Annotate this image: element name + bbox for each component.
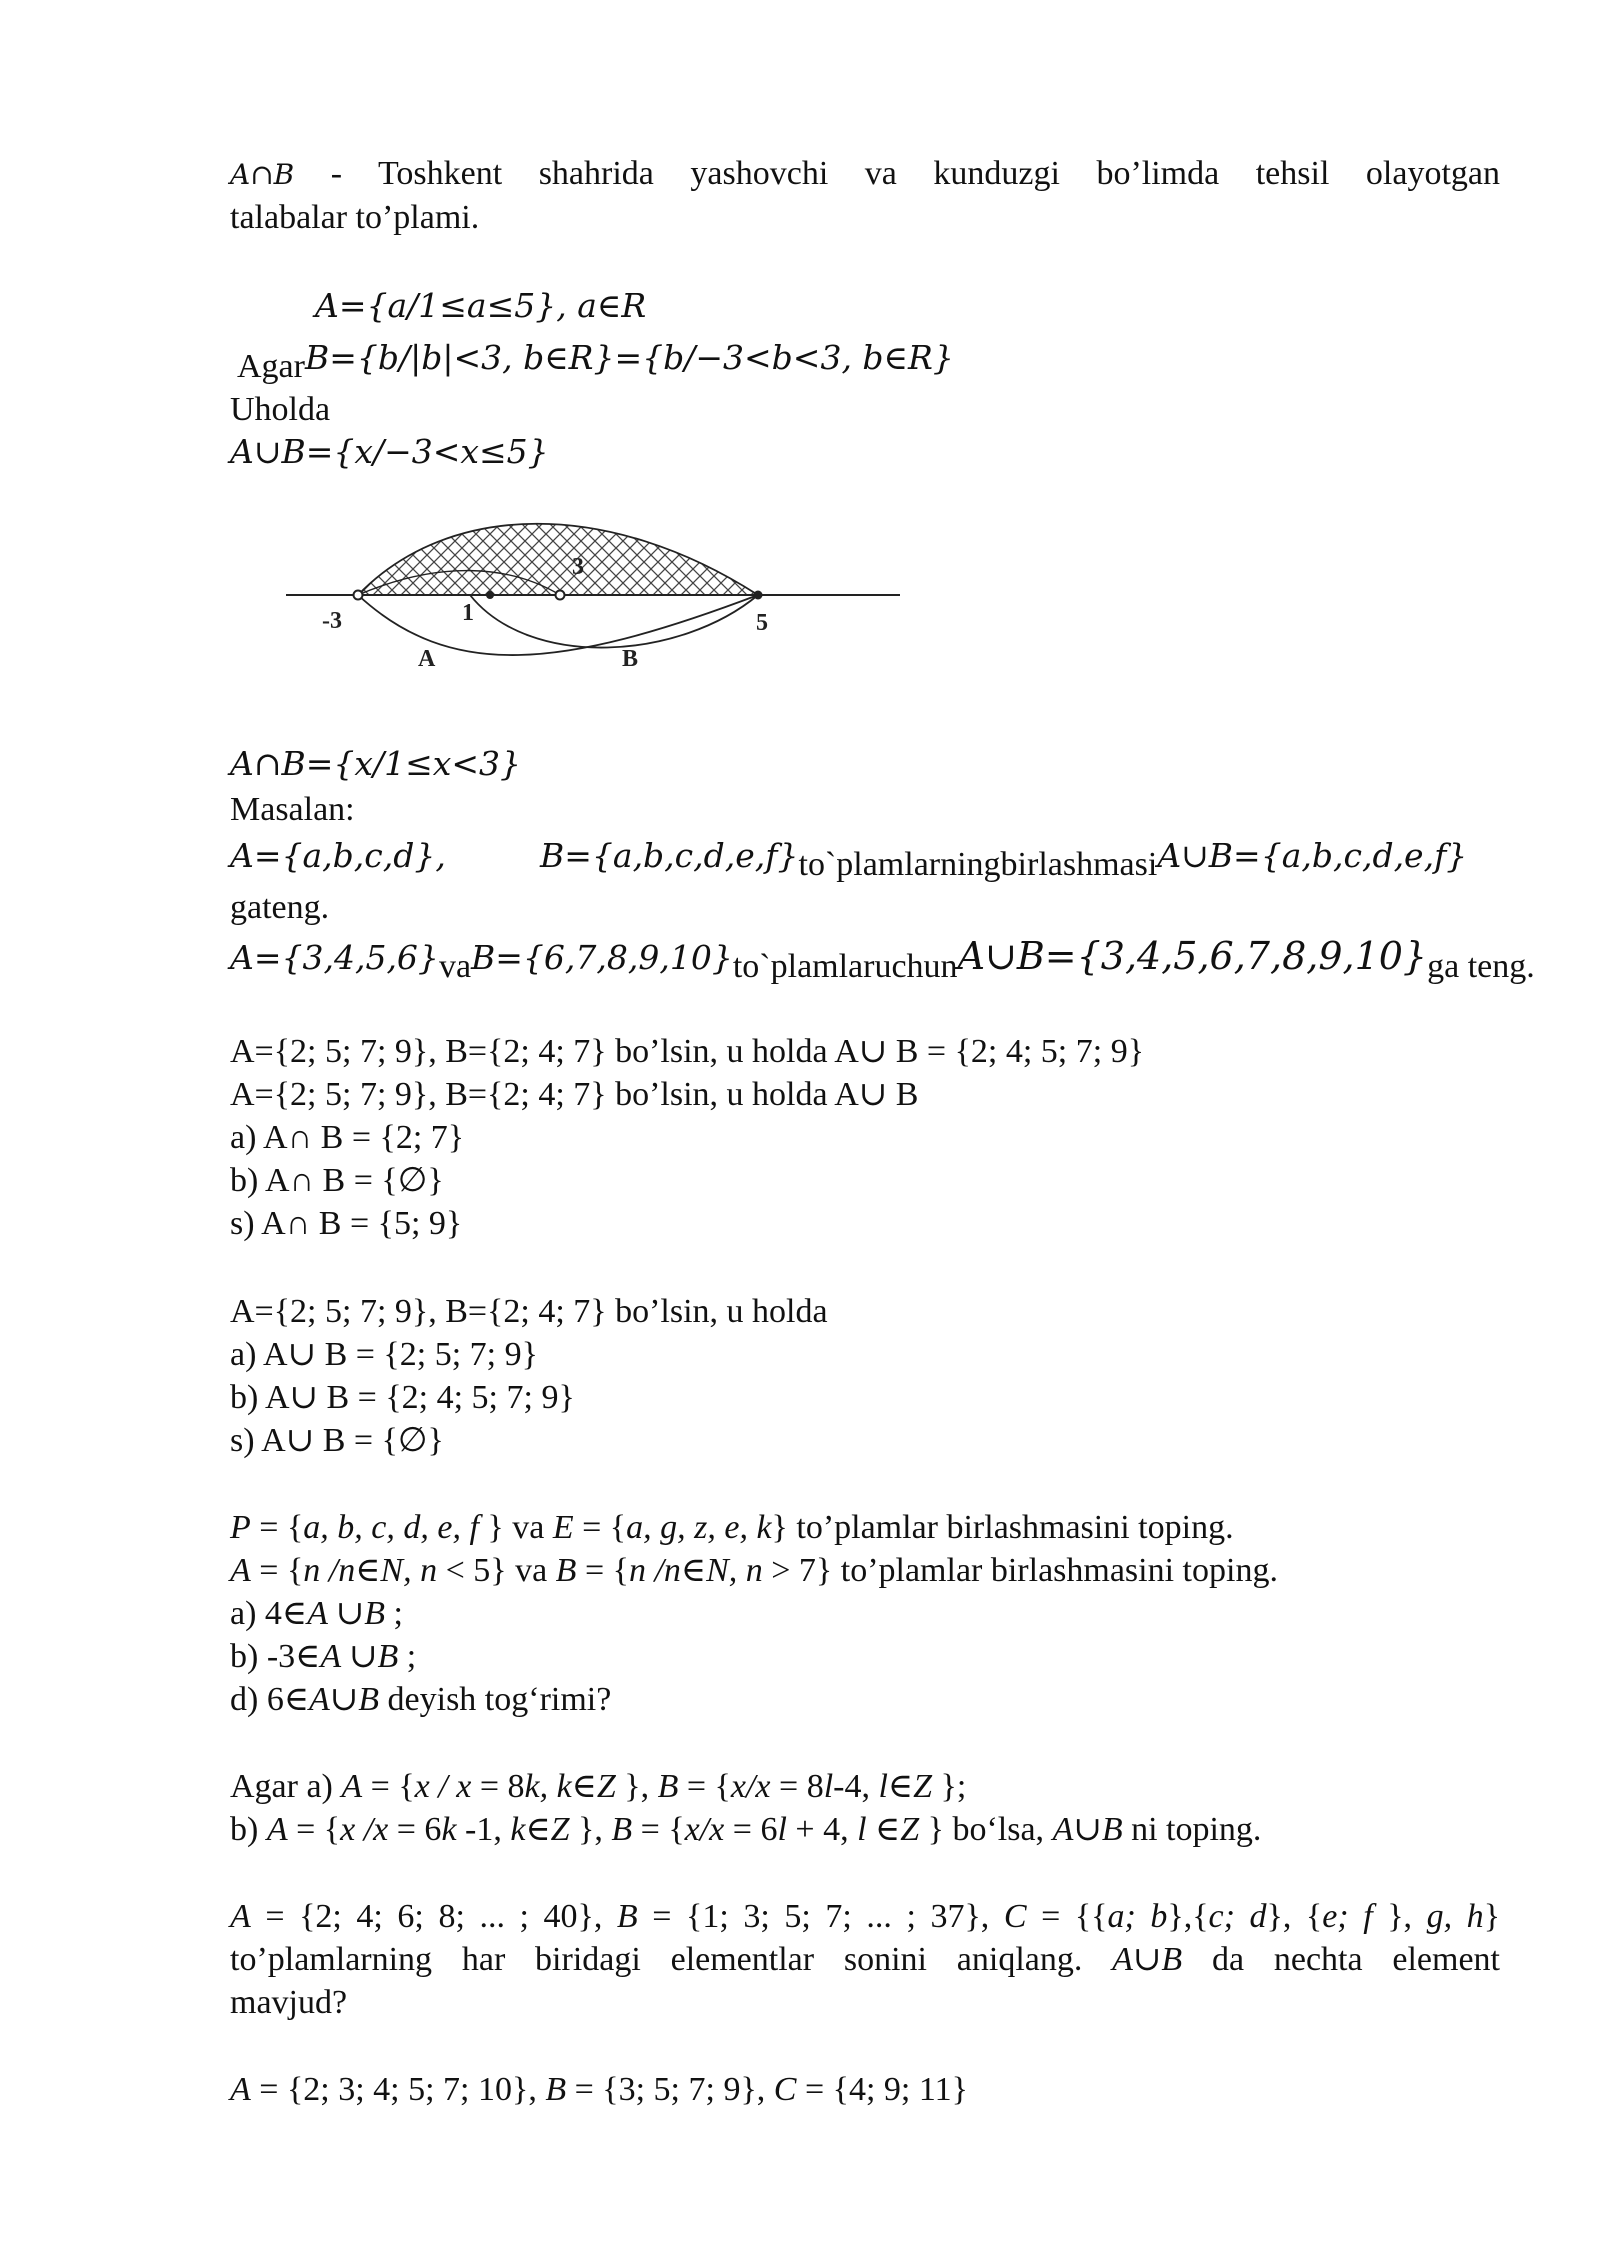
uholda-label: Uholda <box>230 391 331 428</box>
point-5 <box>754 591 763 600</box>
label-set-b: B <box>622 646 639 672</box>
q2-line-1: A={2; 5; 7; 9}, B={2; 4; 7} bo’lsin, u holda <box>230 1293 828 1330</box>
q6-line-1: A = {2; 3; 4; 5; 7; 10}, B = {3; 5; 7; 9}, C = {4; 9; 11} <box>230 2071 968 2108</box>
label-5: 5 <box>756 610 768 636</box>
intersection-result: A∩B={x/1≤x<3} <box>230 744 522 783</box>
q5-line-3: mavjud? <box>230 1984 348 2021</box>
q4-line-2: b) A = {x /x = 6k -1, k∈Z }, B = {x/x = 6l + 4, l ∈Z } bo‘lsa, A∪B ni toping. <box>230 1811 1262 1848</box>
q1-line-2: A={2; 5; 7; 9}, B={2; 4; 7} bo’lsin, u holda A∪ B <box>230 1076 919 1113</box>
point-1 <box>486 591 494 599</box>
agar-label: Agar <box>237 348 305 385</box>
point-3 <box>556 591 565 600</box>
q5-line-1: A = {2; 4; 6; 8; ... ; 40}, B = {1; 3; 5; 7; ... ; 37}, C = {{a; b},{c; d}, {e; f }, g, h} <box>230 1898 1501 1935</box>
intersection-symbol: A∩B <box>230 158 295 191</box>
q3-line-2: A = {n /n∈N, n < 5} va B = {n /n∈N, n > 7} to’plamlar birlashmasini toping. <box>230 1552 1278 1589</box>
label-set-a: A <box>418 646 436 672</box>
q1-line-1: A={2; 5; 7; 9}, B={2; 4; 7} bo’lsin, u holda A∪ B = {2; 4; 5; 7; 9} <box>230 1033 1145 1070</box>
q2-option-s: s) A∪ B = {∅} <box>230 1422 444 1459</box>
intro-text: - Toshkent shahrida yashovchi va kunduzgi bo’limda tehsil olayotgan <box>294 155 1500 192</box>
intro-line-1 <box>230 152 1500 197</box>
q2-option-b: b) A∪ B = {2; 4; 5; 7; 9} <box>230 1379 575 1416</box>
q3-option-d: d) 6∈A∪B deyish tog‘rimi? <box>230 1681 612 1718</box>
example-1-line: A={a,b,c,d}, <box>230 836 446 875</box>
label-1: 1 <box>462 600 474 626</box>
intro-line-2: talabalar to’plami. <box>230 199 480 236</box>
q1-option-s: s) A∩ B = {5; 9} <box>230 1205 463 1242</box>
set-a-definition: A={a/1≤a≤5}, a∈R <box>315 286 647 325</box>
label-3: 3 <box>572 554 584 580</box>
number-line-diagram <box>280 520 920 690</box>
set-b-definition: AgarB={b/|b|<3, b∈R}={b/−3<b<3, b∈R} <box>237 338 954 385</box>
arc-set-b <box>470 595 758 648</box>
point-minus-3 <box>354 591 363 600</box>
q1-option-b: b) A∩ B = {∅} <box>230 1162 444 1199</box>
example-1-line-b: B={a,b,c,d,e,f}to`plamlarningbirlashmasiA∪B={a,b,c,d,e,f} <box>540 836 1468 883</box>
q2-option-a: a) A∪ B = {2; 5; 7; 9} <box>230 1336 538 1373</box>
q3-line-1: P = {a, b, c, d, e, f } va E = {a, g, z, e, k} to’plamlar birlashmasini toping. <box>230 1509 1234 1546</box>
q4-line-1: Agar a) A = {x / x = 8k, k∈Z }, B = {x/x = 8l-4, l∈Z }; <box>230 1768 967 1805</box>
example-2-line: A={3,4,5,6}vaB={6,7,8,9,10}to`plamlaruchunA∪B={3,4,5,6,7,8,9,10}ga teng. <box>230 934 1535 985</box>
union-definition: A∪B={x/−3<x≤5} <box>230 432 549 471</box>
hatched-region <box>358 524 758 595</box>
q1-option-a: a) A∩ B = {2; 7} <box>230 1119 465 1156</box>
label-minus-3: -3 <box>322 608 342 634</box>
gateng-label: gateng. <box>230 889 330 926</box>
q3-option-a: a) 4∈A ∪B ; <box>230 1595 403 1632</box>
masalan-label: Masalan: <box>230 791 355 828</box>
q5-line-2: to’plamlarning har biridagi elementlar sonini aniqlang. A∪B da nechta element <box>230 1941 1500 1978</box>
q3-option-b: b) -3∈A ∪B ; <box>230 1638 417 1675</box>
